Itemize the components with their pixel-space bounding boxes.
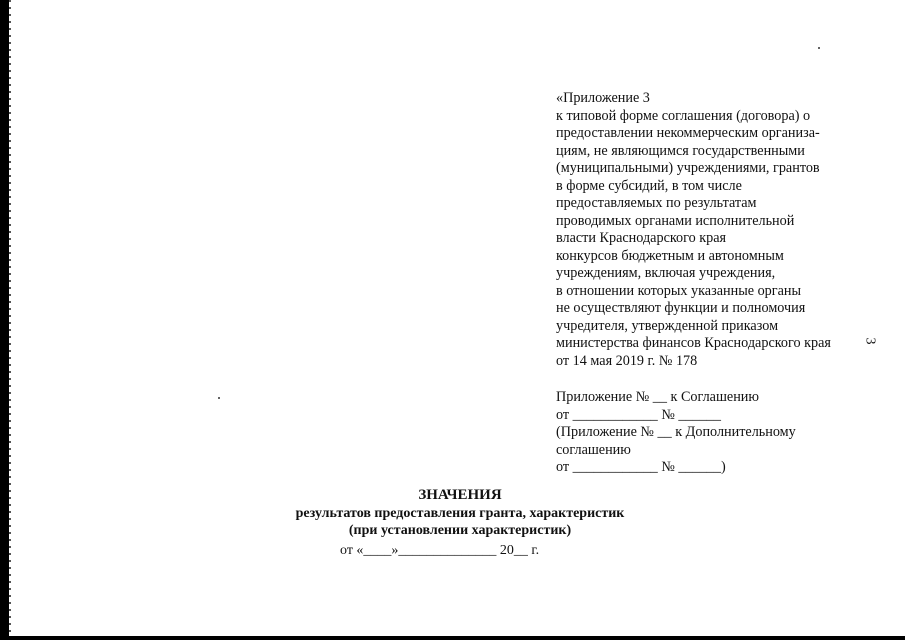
page-number: 3 (862, 337, 878, 345)
appendix-line: циям, не являющимся государственными (556, 142, 805, 159)
scan-speck (218, 397, 220, 399)
appendix-line: предоставлении некоммерческим организа- (556, 125, 820, 141)
scan-edge-noise (9, 0, 11, 640)
document-heading (270, 487, 650, 540)
appendix-line: власти Краснодарского края (556, 230, 727, 246)
appendix-line: (муниципальными) учреждениями, грантов (556, 160, 820, 176)
appendix-header-block (556, 90, 876, 477)
appendix-line: учреждениям, включая учреждения, (556, 265, 776, 281)
document-subtitle: (при установлении характеристик) (348, 523, 572, 538)
appendix-line: предоставляемых по результатам (556, 195, 757, 211)
appendix-line: «Приложение 3 (556, 90, 650, 106)
document-subtitle: результатов предоставления гранта, характеристик (295, 505, 625, 521)
document-title: ЗНАЧЕНИЯ (418, 487, 502, 503)
appendix-line: учредителя, утвержденной приказом (556, 317, 779, 334)
appendix-line: министерства финансов Краснодарского края (556, 335, 831, 351)
block-spacer (556, 370, 876, 389)
agreement-line: от ____________ № ______ (556, 406, 721, 423)
date-line: от «____»______________ 20__ г. (340, 543, 540, 558)
agreement-line: Приложение № __ к Соглашению (556, 389, 759, 405)
scan-speck (818, 47, 820, 49)
appendix-line: к типовой форме соглашения (договора) о (556, 107, 811, 124)
agreement-line: от ____________ № ______) (556, 459, 726, 475)
appendix-line: от 14 мая 2019 г. № 178 (556, 352, 698, 369)
agreement-line: соглашению (556, 441, 631, 458)
appendix-line: проводимых органами исполнительной (556, 212, 795, 229)
appendix-line: в отношении которых указанные органы (556, 282, 801, 299)
scan-bottom-edge (0, 636, 905, 640)
appendix-line: не осуществляют функции и полномочия (556, 300, 806, 316)
scan-left-edge (0, 0, 9, 640)
agreement-line: (Приложение № __ к Дополнительному (556, 424, 796, 440)
appendix-line: конкурсов бюджетным и автономным (556, 247, 784, 264)
appendix-line: в форме субсидий, в том числе (556, 177, 742, 194)
